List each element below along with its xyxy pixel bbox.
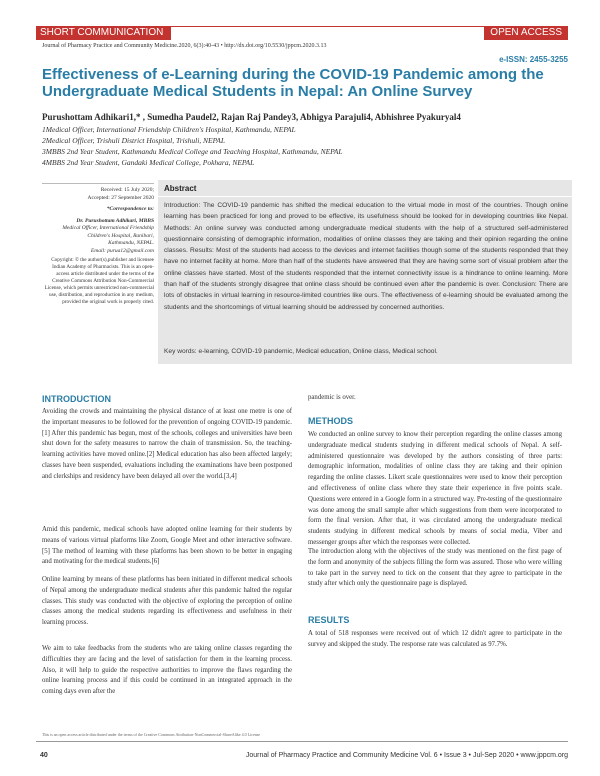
abstract-box (158, 180, 572, 364)
correspondence-label: *Correspondence to: (106, 206, 154, 212)
author-list: Purushottam Adhikari1,* , Sumedha Paudel2, Rajan Raj Pandey3, Abhigya Parajuli4, Abhishree Pyakuryal4 (42, 112, 461, 122)
affiliation-1: 1Medical Officer, International Friendship Children's Hospital, Kathmandu, NEPAL (42, 125, 296, 134)
abstract-divider (158, 196, 572, 197)
received-date: Received: 15 July 2020; (100, 187, 154, 193)
citation-line[interactable]: Journal of Pharmacy Practice and Community Medicine.2020, 6(3):40-43 • http://dx.doi.org/10.5530/jppcm.2020.3.13 (42, 43, 327, 49)
methods-paragraph-1: We conducted an online survey to know their perception regarding the online classes among undergraduate medical students studying in different medical schools of Nepal. A self-administered questionnaire was developed by the authors consisting of three parts: demographic information, modalities of online class they are taking and their opinion regarding the online classes. Likert scale questionnaires were used to know their perception and effectiveness of online class where they state their experience in five points scale. Questions were entered in a Google form in a structured way. Pre-testing of the questionnaire was done among the small sample after which suggestions from them were incorporated to form the final version. After that, it was circulated among the undergraduate medical students studying in different medical schools by means of social media, Viber and messenger groups after which the responses were collected. (308, 431, 562, 546)
keywords: Key words: e-learning, COVID-19 pandemic, Medical education, Online class, Medical school. (164, 348, 438, 355)
footer-rule (36, 741, 568, 742)
article-title: Effectiveness of e-Learning during the COVID-19 Pandemic among the Undergraduate Medical Students in Nepal: An Online Survey (42, 66, 544, 100)
page-number: 40 (40, 752, 48, 759)
abstract-heading: Abstract (164, 184, 197, 193)
open-access-badge: OPEN ACCESS (484, 26, 568, 40)
affiliation-3: 3MBBS 2nd Year Student, Kathmandu Medical College and Teaching Hospital, Kathmandu, NEPAL (42, 147, 343, 156)
correspondent-address-2: Children's Hospital, Ranibari, (87, 232, 154, 239)
results-heading: RESULTS (308, 615, 350, 625)
license-note: This is an open access article distributed under the terms of the Creative Commons Attribution-NonCommercial-ShareAlike 4.0 License (42, 732, 261, 737)
correspondent-email[interactable]: Email: purua12@gmail.com (90, 247, 154, 254)
correspondent-address-3: Kathmandu, NEPAL. (108, 240, 154, 246)
intro-paragraph-3: Online learning by means of these platforms has been initiated in different medical schools of Nepal among the undergraduate medical students after this pandemic halted the regular classes. This study was conducted with the objective of exploring the perception of online classes among the medical students regarding its effectiveness and usefulness in their learning process. (42, 576, 292, 627)
introduction-heading: INTRODUCTION (42, 394, 111, 404)
intro-paragraph-2: Amid this pandemic, medical schools have adopted online learning for their students by means of various virtual platforms like Zoom, Google Meet and other interactive software.[5] The method of learning with these platforms has been shown to be better in engaging and motivating for the medical students.[6] (42, 526, 292, 566)
copyright-notice: Copyright: © the author(s),publisher and licensee Indian Academy of Pharmacists. This is an open-access article distributed under the terms of the Creative Commons Attribution Non-Commercial License, which permits unrestricted non-commercial use, distribution, and reproduction in any medium, provided the original work is properly cited. (44, 257, 154, 305)
journal-footer: Journal of Pharmacy Practice and Community Medicine Vol. 6 • Issue 3 • Jul-Sep 2020 • www.jppcm.org (245, 752, 568, 759)
intro-paragraph-4: We aim to take feedbacks from the students who are taking online classes regarding the difficulties they are facing and the level of satisfaction for them in the learning process. Also, it will help to guide the respective authorities to improve the flaws regarding the online learning process and if this could be continued in an integrated approach in the coming days even after the (42, 645, 292, 696)
abstract-body: Introduction: The COVID-19 pandemic has shifted the medical education to the virtual mode in most of the countries. Though online learning has been practiced for long and proved to be effective, its usefulness should be looked for in developing countries like Nepal. Methods: An online survey was conducted among undergraduate medical students with the help of a structured self-administered questionnaire consisting of demographic information, modalities of online classes they are taking and their opinion regarding the online classes. Results: Most of the students had access to the devices and internet facilities though some of the students responded that they have no internet facility at home. More than half of the students have answered that they are having some sort of visual problem after the online classes have started. Most of the students responded that the internet connectivity issue is a hindrance to online learning. More than half of the students strongly disagree that online class should be continued even after the pandemic is over. Conclusion: There are lots of obstacles in virtual learning in resource-limited countries like ours. The effectiveness of e-learning should be evaluated among the students and the shortcomings of virtual learning should be addressed by concerned authorities. (164, 202, 568, 311)
affiliation-2: 2Medical Officer, Trishuli District Hospital, Trishuli, NEPAL (42, 136, 226, 145)
affiliation-4: 4MBBS 2nd Year Student, Gandaki Medical College, Pokhara, NEPAL (42, 158, 255, 167)
continued-text: pandemic is over. (308, 394, 356, 401)
eissn: e-ISSN: 2455-3255 (499, 55, 568, 64)
correspondent-address-1: Medical Officer, International Friendship (62, 225, 154, 231)
article-info-sidebar (42, 183, 154, 365)
results-paragraph-1: A total of 518 responses were received out of which 12 didn't agree to participate in the survey and skipped the study. The response rate was calculated as 97.7%. (308, 630, 562, 648)
methods-heading: METHODS (308, 416, 353, 426)
page-footer (36, 752, 568, 762)
section-label: SHORT COMMUNICATION (36, 26, 171, 40)
correspondent-name: Dr. Purushottam Adhikari, MBBS (76, 217, 154, 224)
methods-paragraph-2: The introduction along with the objectives of the study was mentioned on the first page of the form and anonymity of the subjects filling the form was assured. Those who were willing to take part in the survey need to tick on the consent that they agree to participate in the study after which only the questionnaire page is displayed. (308, 548, 562, 588)
intro-paragraph-1: Avoiding the crowds and maintaining the physical distance of at least one metre is one of the important measures to be followed for the prevention of ongoing COVID-19 pandemic.[1] After this pandemic has begun, most of the schools, colleges and universities have been shut down for the safety measures to narrow the chain of transmission. So, the teaching-learning activities have moved online.[2] Medical education has also been affected largely; classes have been suspended, evaluations including the examinations have been postponed and clerkships and residency have been delayed all over the world.[3,4] (42, 408, 292, 480)
accepted-date: Accepted: 27 September 2020 (87, 194, 154, 201)
